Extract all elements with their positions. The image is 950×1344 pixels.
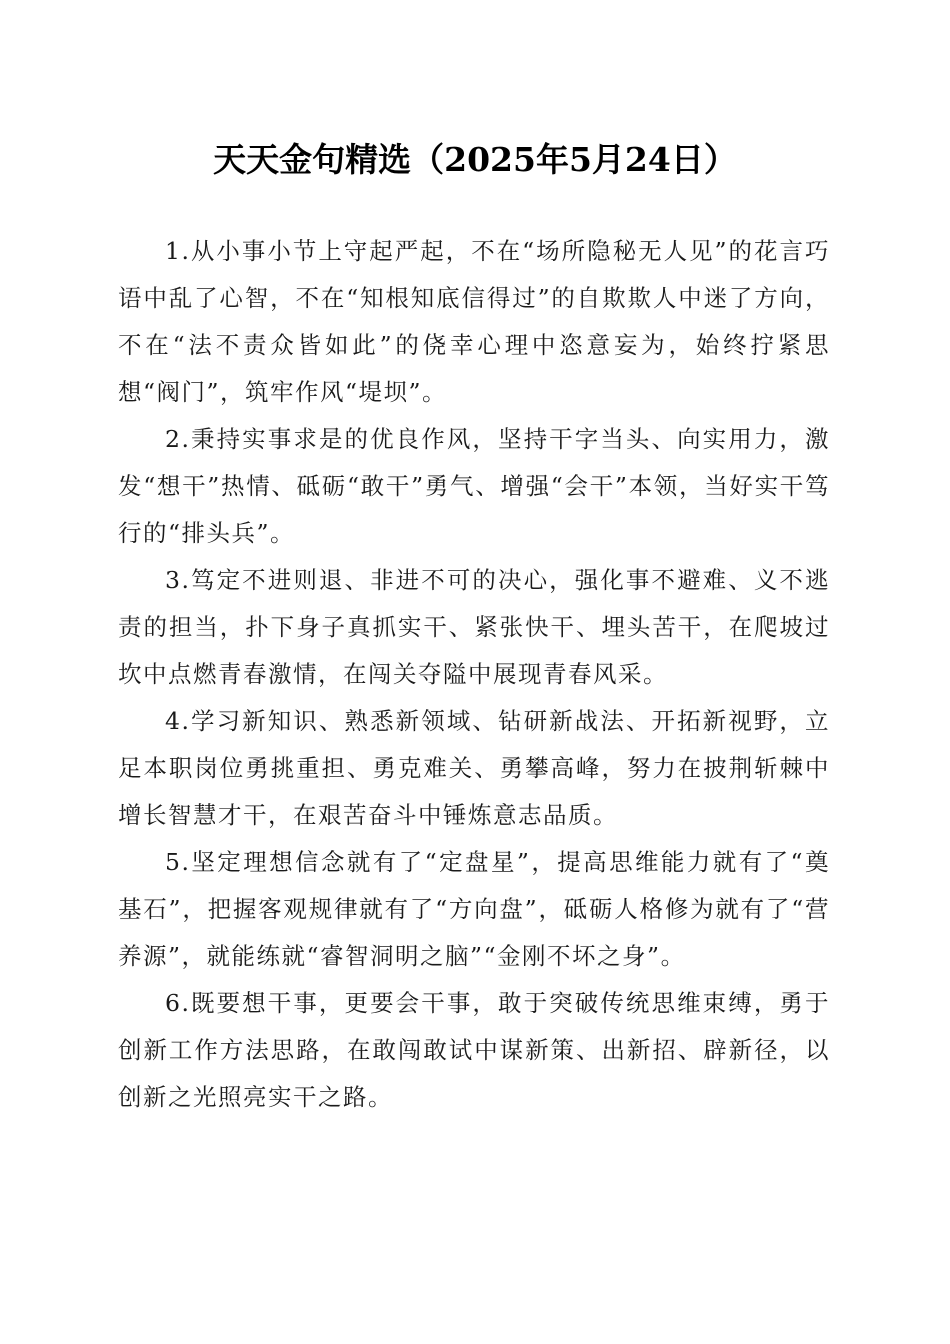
quote-paragraph-2: 2.秉持实事求是的优良作风，坚持干字当头、向实用力，激发“想干”热情、砥砺“敢干”勇气、增强“会干”本领，当好实干笃行的“排头兵”。	[118, 425, 830, 547]
quote-paragraph-5: 5.坚定理想信念就有了“定盘星”，提高思维能力就有了“奠基石”，把握客观规律就有了“方向盘”，砥砺人格修为就有了“营养源”，就能练就“睿智洞明之脑”“金刚不坏之身”。	[118, 848, 830, 970]
document-title: 天天金句精选（2025年5月24日）	[213, 140, 737, 179]
quote-paragraph-6: 6.既要想干事，更要会干事，敢于突破传统思维束缚，勇于创新工作方法思路，在敢闯敢试中谋新策、出新招、辟新径，以创新之光照亮实干之路。	[118, 989, 830, 1111]
quote-paragraph-3: 3.笃定不进则退、非进不可的决心，强化事不避难、义不逃责的担当，扑下身子真抓实干、紧张快干、埋头苦干，在爬坡过坎中点燃青春激情，在闯关夺隘中展现青春风采。	[118, 566, 830, 688]
document-body	[118, 228, 830, 1121]
quote-paragraph-4: 4.学习新知识、熟悉新领域、钻研新战法、开拓新视野，立足本职岗位勇挑重担、勇克难关、勇攀高峰，努力在披荆斩棘中增长智慧才干，在艰苦奋斗中锤炼意志品质。	[118, 707, 830, 829]
quote-paragraph-1: 1.从小事小节上守起严起，不在“场所隐秘无人见”的花言巧语中乱了心智，不在“知根知底信得过”的自欺欺人中迷了方向，不在“法不责众皆如此”的侥幸心理中恣意妄为，始终拧紧思想“阀门”，筑牢作风“堤坝”。	[118, 237, 830, 406]
